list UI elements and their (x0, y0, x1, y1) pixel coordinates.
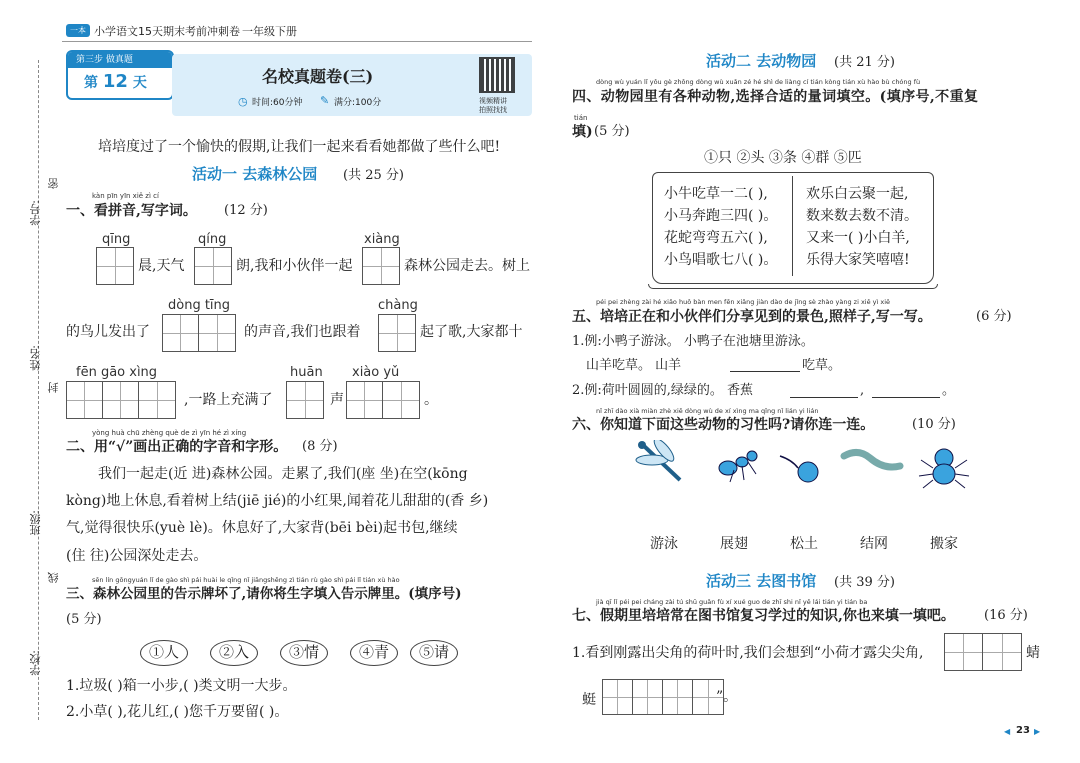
q1-py1: qīng (102, 232, 131, 247)
q3-sentence-2: 2.小草( ),花儿红,( )您千万要留( )。 (66, 704, 289, 720)
exam-score: 满分:100分 (334, 98, 382, 108)
score-icon: ✎ (320, 94, 330, 107)
paper-title: 名校真题卷(三) (262, 67, 374, 86)
habit-word-3[interactable]: 松土 (790, 536, 818, 552)
grade-label: 一年级下册 (242, 25, 297, 38)
q5-example-1: 1.例:小鸭子游泳。 小鸭子在池塘里游泳。 (572, 334, 814, 349)
dragonfly-icon (636, 440, 680, 480)
habit-word-1[interactable]: 游泳 (650, 536, 678, 552)
q3-option-2: ②入 (210, 640, 258, 666)
q5-example-2: 2.例:荷叶圆圆的,绿绿的。 香蕉 (572, 383, 754, 398)
book-left-2: 小马奔跑三四( )。 (664, 208, 778, 224)
q3-option-1: ①人 (140, 640, 188, 666)
activity-2-title: 活动二 去动物园 (706, 52, 817, 70)
label-feng: 封 (47, 382, 60, 393)
q6-title: 六、你知道下面这些动物的习性吗?请你连一连。 (572, 417, 875, 433)
qr-caption-1: 视频精讲 (479, 97, 507, 105)
next-page-icon[interactable]: ▶ (1034, 727, 1041, 736)
q6-pinyin: nǐ zhī dào xià miàn zhè xiē dòng wù de xí xìng ma qǐng nǐ lián yi lián (596, 407, 819, 415)
q1-py4: dòng tīng (168, 298, 231, 313)
q1-py8: xiào yǔ (352, 365, 400, 380)
q2-line2: kòng)地上休息,看着树上结(jiē jié)的小红果,闻着花儿甜甜的(香 乡) (66, 493, 489, 509)
label-mi: 密 (47, 178, 60, 189)
q1-box7[interactable] (286, 381, 324, 419)
q5-title: 五、培培正在和小伙伴们分享见到的景色,照样子,写一写。 (572, 309, 932, 325)
q4-pinyin-2: tián (574, 114, 588, 122)
q4-title-2: 填) (572, 124, 593, 140)
book-left-1: 小牛吃草一二( ), (664, 186, 768, 202)
activity-1-score: (共 25 分) (343, 168, 404, 183)
habit-word-4[interactable]: 结网 (860, 536, 888, 552)
q1-box6[interactable] (66, 381, 176, 419)
page-number: 23 (1016, 725, 1030, 736)
book-left-4: 小鸟唱歌七八( )。 (664, 252, 778, 268)
habit-word-5[interactable]: 搬家 (930, 536, 958, 552)
q4-score: (5 分) (594, 124, 630, 139)
q1-box1[interactable] (96, 247, 134, 285)
q7-sentence-2-end: ”。 (716, 689, 738, 705)
badge-day (68, 68, 172, 97)
qr-code[interactable] (479, 57, 515, 93)
q1-s1b: 朗,我和小伙伴一起 (236, 258, 353, 274)
q1-box2[interactable] (194, 247, 232, 285)
q1-s3b: 声 (330, 392, 344, 408)
activity-1-title: 活动一 去森林公园 (192, 165, 318, 183)
q5-blank-2b[interactable] (872, 397, 940, 398)
q1-box3[interactable] (362, 247, 400, 285)
q1-py6: fēn gāo xìng (76, 365, 158, 380)
q4-title: 四、动物园里有各种动物,选择合适的量词填空。(填序号,不重复 (572, 89, 979, 105)
book-title: 小学语文15天期末考前冲刺卷 (94, 25, 240, 38)
q1-s2b: 的声音,我们也跟着 (244, 324, 361, 340)
badge-day-post: 天 (132, 75, 147, 91)
earthworm-icon (844, 452, 900, 467)
book-right-3: 又来一( )小白羊, (806, 230, 910, 246)
spider-icon (919, 449, 969, 488)
book-left-3: 花蛇弯弯五六( ), (664, 230, 768, 246)
q1-s1c: 森林公园走去。树上 (404, 258, 530, 274)
q7-box-2[interactable] (602, 679, 724, 715)
exam-time: 时间:60分钟 (252, 98, 303, 108)
header-rule (62, 41, 532, 42)
q4-pinyin: dòng wù yuán lǐ yǒu gè zhǒng dòng wù xuǎn zé hé shì de liàng cí tián kòng tián xù hào bù chóng fù (596, 78, 921, 86)
label-xian: 线 (47, 572, 60, 583)
q5-task-1: 山羊吃草。 山羊 (586, 358, 682, 373)
q5-blank-2a[interactable] (790, 397, 858, 398)
habit-word-2[interactable]: 展翅 (720, 536, 748, 552)
q1-py5: chàng (378, 298, 418, 313)
q2-line1: 我们一起走(近 进)森林公园。走累了,我们(座 坐)在空(kōng (98, 466, 468, 482)
q1-s2c: 起了歌,大家都十 (420, 324, 523, 340)
q1-py2: qíng (198, 232, 227, 247)
day-badge (66, 50, 174, 100)
q7-title: 七、假期里培培常在图书馆复习学过的知识,你也来填一填吧。 (572, 608, 955, 624)
q3-title: 三、森林公园里的告示牌坏了,请你将生字填入告示牌里。(填序号) (66, 586, 462, 602)
q5-blank-1[interactable] (730, 371, 800, 372)
badge-day-pre: 第 (84, 75, 98, 91)
q5-pinyin: péi pei zhèng zài hé xiǎo huǒ bàn men fēn xiǎng jiàn dào de jǐng sè zhào yàng zi xiě yì xiě (596, 298, 891, 306)
q2-title: 二、用“√”画出正确的字音和字形。 (66, 439, 288, 455)
q1-score: (12 分) (224, 203, 268, 218)
q1-py7: huān (290, 365, 323, 380)
q7-sentence-2: 蜓 (582, 692, 596, 708)
q7-sentence-1: 1.看到刚露出尖角的荷叶时,我们会想到“小荷才露尖尖角, (572, 645, 924, 661)
label-banji: 班级: (29, 510, 42, 536)
q2-pinyin: yòng huà chū zhèng què de zì yīn hé zì xíng (92, 429, 247, 437)
brand-logo: 一本 (66, 24, 90, 37)
book-right-4: 乐得大家笑嘻嘻! (806, 252, 910, 268)
book-right-1: 欢乐白云聚一起, (806, 186, 909, 202)
q7-score: (16 分) (984, 608, 1028, 623)
q7-box-1[interactable] (944, 633, 1022, 671)
book-right-2: 数来数去数不清。 (806, 208, 918, 224)
tadpole-icon (780, 456, 818, 482)
binding-line (38, 60, 39, 720)
q1-title: 一、看拼音,写字词。 (66, 203, 197, 219)
q5-task-1-end: 吃草。 (802, 358, 842, 373)
prev-page-icon[interactable]: ◀ (1004, 727, 1011, 736)
q3-option-4: ④青 (350, 640, 398, 666)
q3-option-3: ③情 (280, 640, 328, 666)
label-xuehao: 学号: (29, 200, 42, 226)
animal-pictures (630, 440, 970, 490)
q1-box5[interactable] (378, 314, 416, 352)
book-spine (792, 176, 793, 276)
book-bottom (648, 284, 938, 289)
activity-3-title: 活动三 去图书馆 (706, 572, 817, 590)
qr-caption-2: 拍照找找 (479, 106, 507, 114)
q5-task-2-comma: , (860, 383, 865, 398)
ant-icon (719, 451, 757, 482)
q1-pinyin: kàn pīn yīn xiě zì cí (92, 192, 159, 200)
clock-icon: ◷ (238, 95, 248, 108)
label-xingming: 姓名: (29, 345, 42, 371)
label-xuexiao: 学校: (29, 650, 42, 676)
q1-s3c: 。 (424, 392, 438, 408)
badge-step: 第三步 做真题 (68, 52, 172, 68)
q1-box4[interactable] (162, 314, 236, 352)
q4-options: ①只 ②头 ③条 ④群 ⑤匹 (704, 150, 862, 166)
q1-box8[interactable] (346, 381, 420, 419)
q7-sentence-1-end: 蜻 (1026, 645, 1040, 661)
q7-pinyin: jià qī lǐ péi pei cháng zài tú shū guǎn fù xí xué guo de zhī shi nǐ yě lái tián yi tián ba (596, 598, 868, 606)
q3-score: (5 分) (66, 612, 102, 627)
q2-line4: (住 往)公园深处走去。 (66, 548, 208, 564)
q2-line3: 气,觉得很快乐(yuè lè)。休息好了,大家背(bēi bèi)起书包,继续 (66, 520, 458, 536)
activity-3-score: (共 39 分) (834, 575, 895, 590)
q1-py3: xiàng (364, 232, 400, 247)
intro-text: 培培度过了一个愉快的假期,让我们一起来看看她都做了些什么吧! (98, 139, 501, 155)
q6-score: (10 分) (912, 417, 956, 432)
q3-sentence-1: 1.垃圾( )箱一小步,( )类文明一大步。 (66, 678, 297, 694)
q5-task-2-end: 。 (942, 383, 956, 398)
q3-option-5: ⑤请 (410, 640, 458, 666)
q1-s3a: ,一路上充满了 (184, 392, 273, 408)
activity-2-score: (共 21 分) (834, 55, 895, 70)
q1-s1a: 晨,天气 (138, 258, 185, 274)
q5-score: (6 分) (976, 309, 1012, 324)
q3-pinyin: sēn lín gōngyuán lǐ de gào shì pái huài le qǐng nǐ jiāngshēng zì tián rù gào shì pái lǐ tián xù hào (92, 576, 400, 584)
badge-day-num: 12 (102, 71, 128, 92)
q1-s2a: 的鸟儿发出了 (66, 324, 150, 340)
q2-score: (8 分) (302, 439, 338, 454)
